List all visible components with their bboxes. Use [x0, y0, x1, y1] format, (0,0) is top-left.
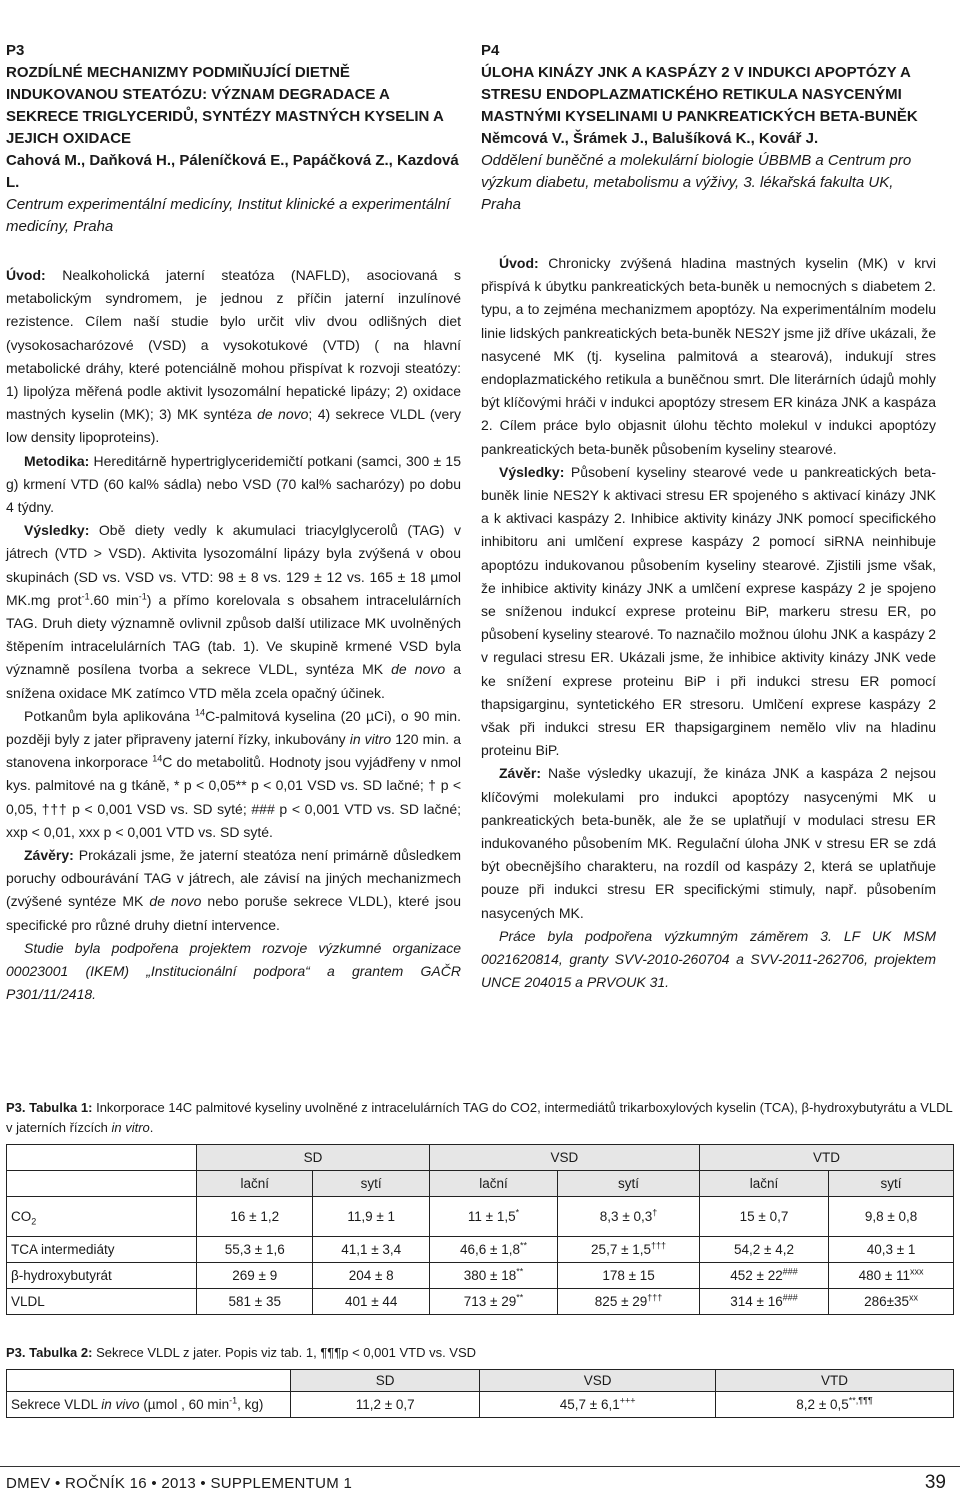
table-cell: 178 ± 15 — [558, 1263, 700, 1289]
table-cell: 8,3 ± 0,3† — [558, 1197, 700, 1237]
table1-group-vtd: VTD — [699, 1145, 953, 1171]
table-cell: $480 \pm 11^{xxx}$ — [829, 1263, 954, 1289]
label-zaver: Závěr: — [499, 765, 542, 782]
table-row — [7, 1197, 954, 1237]
table-cell: 380 ± 18** — [429, 1263, 557, 1289]
abstract-authors: Cahová M., Daňková H., Páleníčková E., Papáčková Z., Kazdová L. — [6, 152, 459, 191]
section-vysledky: Výsledky: Působení kyseliny stearové vede u pankreatických beta-buněk linie NES2Y k aktivaci stresu ER spojeného s aktivací kinázy JNK a k aktivaci kaspázy 2. Inhibice aktivity kinázy JNK pomocí specifického inhibitoru ani umlčení exprese kaspázy 2 pomocí siRNA neinhibuje apoptózu indukovanou působením kyseliny stearové. Zjistili jsme však, že inhibice aktivity kinázy JNK a umlčení exprese kaspázy 2 je spojeno se sníženou indukcí exprese proteinu BiP, markeru stresu ER, po působení kyseliny stearové. To naznačilo možnou úlohu JNK a kaspázy 2 v regulaci stresu ER. Ukázali jsme, že inhibice aktivity kinázy JNK vede ke snížení exprese proteinu BiP i při indukci stresu ER pomocí thapsigarginu, syntetického ER stresoru. Umlčení exprese kaspázy 2 však při indukci stresu ER thapsigarginem nemělo vliv na hladinu proteinu BiP. — [481, 463, 937, 759]
table-cell: 269 ± 9 — [197, 1263, 313, 1289]
table1-caption: P3. Tabulka 1: Inkorporace 14C palmitové kyseliny uvolněné z intracelulárních TAG do CO2, intermediátů trikarboxylových kyselin (TCA), β-hydroxybutyrátu a VLDL v jaterních řízcích in vitro. — [6, 1100, 953, 1135]
table-row — [7, 1289, 954, 1315]
abstract-p3 — [6, 40, 461, 1007]
abstract-code: P3 — [6, 42, 25, 59]
footer-journal: DMEV • ROČNÍK 16 • 2013 • SUPPLEMENTUM 1 — [6, 1475, 353, 1492]
table-cell: 581 ± 35 — [197, 1289, 313, 1315]
table-cell: 8,2 ± 0,5**,¶¶¶ — [716, 1392, 954, 1418]
table-corner — [7, 1145, 197, 1171]
table-corner — [7, 1171, 197, 1197]
table-cell: 40,3 ± 1 — [829, 1237, 954, 1263]
table1-group-sd: SD — [197, 1145, 430, 1171]
section-uvod: Úvod: Nealkoholická jaterní steatóza (NAFLD), asociovaná s metabolickým syndromem, je jednou z příčin jaterní inzulínové rezistence. Cílem naší studie bylo určit vliv dvou odlišných diet (vysokosacharózové (VSD) a vysokotukové (VTD) ( na hlavní metabolické dráhy, které potenciálně mohou přispívat k rozvoji steatózy: 1) lipolýza měřená podle aktivit lysozomální hepatické lipázy; 2) oxidace mastných kyselin (MK); 3) MK syntéza de novo; 4) sekrece VLDL (very low density lipoproteins). — [6, 267, 462, 446]
row-label: TCA intermediáty — [7, 1237, 197, 1263]
section-support: Studie byla podpořena projektem rozvoje výzkumné organizace 00023001 (IKEM) „Institucionální podpora“ a grantem GAČR P301/11/2418. — [6, 939, 461, 1003]
row-label: Sekrece VLDL in vivo (µmol , 60 $\min^{-1}$, kg) — [7, 1392, 291, 1418]
label-vysledky: Výsledky: — [499, 463, 565, 480]
table-cell: 452 ± 22### — [699, 1263, 828, 1289]
table1-subhead: sytí — [558, 1171, 700, 1197]
section-vysledky: Výsledky: Obě diety vedly k akumulaci triacylglycerolů (TAG) v játrech (VTD > VSD). Aktivita lysozomální lipázy byla zvýšená v obou skupinách (SD vs. VSD vs. VTD: 98 ± 8 vs. 129 ± 12 vs. 165 ± 18 µmol MK.mg prot$^{-1}$.60 $\min^{-1}$) a přímo korelovala s obsahem intracelulárních TAG. Druh diety významně ovlivnil způsob další utilizace MK uvolněných štěpením intracelulárních TAG (tab. 1). Ve skupině krmené VSD byla významně posílena tvorba a sekrece VLDL, syntéza MK de novo a snížena oxidace MK zatímco VTD měla zcela opačný účinek. — [6, 522, 461, 701]
table-cell: 11,9 ± 1 — [313, 1197, 429, 1237]
table-cell: 55,3 ± 1,6 — [197, 1237, 313, 1263]
table-cell: 25,7 ± 1,5††† — [558, 1237, 700, 1263]
table2-header-vtd: VTD — [716, 1370, 954, 1392]
table-cell: 9,8 ± 0,8 — [829, 1197, 954, 1237]
table-cell: 15 ± 0,7 — [699, 1197, 828, 1237]
table-cell: 46,6 ± 1,8** — [429, 1237, 557, 1263]
table1-subhead: sytí — [313, 1171, 429, 1197]
abstract-body — [6, 264, 461, 1007]
table-row — [7, 1263, 954, 1289]
table1-group-header — [7, 1145, 954, 1171]
section-support: Práce byla podpořena výzkumným záměrem 3. LF UK MSM 0021620814, granty SVV-2010-260704 a SVV-2011-262706, projektem UNCE 204015 a PRVOUK 31. — [481, 927, 936, 991]
abstract-code: P4 — [481, 42, 500, 59]
abstract-affiliation: Centrum experimentální medicíny, Institut klinické a experimentální medicíny, Praha — [6, 196, 451, 235]
table1-subhead: lační — [699, 1171, 828, 1197]
row-label: β-hydroxybutyrát — [7, 1263, 197, 1289]
tables-section — [6, 1098, 954, 1418]
table-cell: 11 ± 1,5* — [429, 1197, 557, 1237]
table-cell: 204 ± 8 — [313, 1263, 429, 1289]
table-cell: 45,7 ± 6,1+++ — [480, 1392, 716, 1418]
table1-group-vsd: VSD — [429, 1145, 699, 1171]
section-potkanum: Potkanům byla aplikována $^{14}$C-palmitová kyselina (20 µCi), o 90 min. později byly z jater připraveny jaterní řízky, inkubovány in vitro 120 min. a stanovena inkorporace $^{14}$C do metabolitů. Hodnoty jsou vyjádřeny v nmol kys. palmitové na g tkáně, * p < 0,05** p < 0,01 VSD vs. SD lačné; † p < 0,05, ††† p < 0,001 VSD vs. SD syté; ### p < 0,001 VTD vs. SD lačné; xxp < 0,01, xxx p < 0,001 VTD vs. SD syté. — [6, 707, 461, 840]
abstract-affiliation: Oddělení buněčné a molekulární biologie ÚBBMB a Centrum pro výzkum diabetu, metabolismu a výživy, 3. lékařská fakulta UK, Praha — [481, 152, 912, 213]
label-uvod: Úvod: — [499, 255, 539, 271]
abstract-title: ROZDÍLNÉ MECHANIZMY PODMIŇUJÍCÍ DIETNĚ INDUKOVANOU STEATÓZU: VÝZNAM DEGRADACE A SEKRECE TRIGLYCERIDŮ, SYNTÉZY MASTNÝCH KYSELIN A JEJICH OXIDACE — [6, 64, 444, 147]
row-label: $CO_2$ — [7, 1197, 197, 1237]
row-label: VLDL — [7, 1289, 197, 1315]
table-cell: $286\pm 35^{xx}$ — [829, 1289, 954, 1315]
table-cell: 41,1 ± 3,4 — [313, 1237, 429, 1263]
table-cell: 825 ± 29††† — [558, 1289, 700, 1315]
table1-subhead: lační — [197, 1171, 313, 1197]
table-cell: 16 ± 1,2 — [197, 1197, 313, 1237]
abstract-authors: Němcová V., Šrámek J., Balušíková K., Kovář J. — [481, 130, 819, 147]
table-cell: 401 ± 44 — [313, 1289, 429, 1315]
footer-divider — [0, 1466, 960, 1467]
table1-subhead: lační — [429, 1171, 557, 1197]
section-zavery: Závěry: Prokázali jsme, že jaterní steatóza není primárně důsledkem poruchy odbourávání TAG v játrech, ale závisí na jiných mechanizmech (zvýšené syntéze MK de novo nebo poruše sekrece VLDL), které jsou specifické pro různé druhy dietní intervence. — [6, 847, 461, 933]
table-row — [7, 1237, 954, 1263]
table-row — [7, 1392, 954, 1418]
abstract-p4 — [481, 40, 936, 995]
section-metodika: Metodika: Hereditárně hypertriglyceridemičtí potkani (samci, 300 ± 15 g) krmení VTD (60 kal% sádla) nebo VSD (70 kal% sacharózy) po dobu 4 týdny. — [6, 452, 461, 516]
section-uvod: Úvod: Chronicky zvýšená hladina mastných kyselin (MK) v krvi přispívá k úbytku pankreatických beta-buněk u nemocných s diabetem 2. typu, a to zejména mechanizmem apoptózy. Na experimentálním modelu linie lidských pankreatických beta-buněk NES2Y jsme již dříve ukázali, že nasycené MK (tj. kyselina palmitová a stearová), indukují stres endoplazmatického retikula a buněčnou smrt. Dle literárních údajů mohly být klíčovými hráči v indukci apoptózy stresem ER kináza JNK a kaspáza 2. Cílem práce bylo objasnit úlohu těchto molekul v indukci apoptózy pankreatických beta-buněk působením kyseliny stearové. — [481, 255, 936, 457]
abstract-body — [481, 252, 936, 995]
table1-subhead: sytí — [829, 1171, 954, 1197]
footer-page-number: 39 — [924, 1472, 946, 1493]
table2-caption: P3. Tabulka 2: Sekrece VLDL z jater. Popis viz tab. 1, ¶¶¶p < 0,001 VTD vs. VSD — [6, 1345, 477, 1360]
table-cell: 713 ± 29** — [429, 1289, 557, 1315]
table-cell: 54,2 ± 4,2 — [699, 1237, 828, 1263]
table2-header-sd: SD — [291, 1370, 480, 1392]
table2 — [6, 1369, 954, 1418]
table1 — [6, 1144, 954, 1315]
table-corner — [7, 1370, 291, 1392]
table2-header — [7, 1370, 954, 1392]
table-cell: 11,2 ± 0,7 — [291, 1392, 480, 1418]
table1-sub-header — [7, 1171, 954, 1197]
label-uvod: Úvod: — [6, 267, 46, 283]
table-cell: 314 ± 16### — [699, 1289, 828, 1315]
abstract-title: ÚLOHA KINÁZY JNK A KASPÁZY 2 V INDUKCI APOPTÓZY A STRESU ENDOPLAZMATICKÉHO RETIKULA NASYCENÝMI MASTNÝMI KYSELINAMI U PANKREATICKÝCH BETA-BUNĚK — [481, 64, 918, 125]
section-zaver: Závěr: Naše výsledky ukazují, že kináza JNK a kaspáza 2 nejsou klíčovými molekulami pro indukci apoptózy nasycenými MK u pankreatických beta-buněk, ale že se uplatňují v modulaci stresu ER indukovaného působením MK. Regulační úloha JNK v stresu ER se zdá být obecnějšího charakteru, na rozdíl od kaspázy 2, která se uplatňuje pouze při indukci stresu ER specifickými stimuly, např. působením nasycených MK. — [481, 765, 936, 921]
label-metodika: Metodika: — [24, 452, 90, 469]
label-zavery: Závěry: — [24, 847, 74, 864]
label-vysledky: Výsledky: — [24, 522, 90, 539]
table2-header-vsd: VSD — [480, 1370, 716, 1392]
